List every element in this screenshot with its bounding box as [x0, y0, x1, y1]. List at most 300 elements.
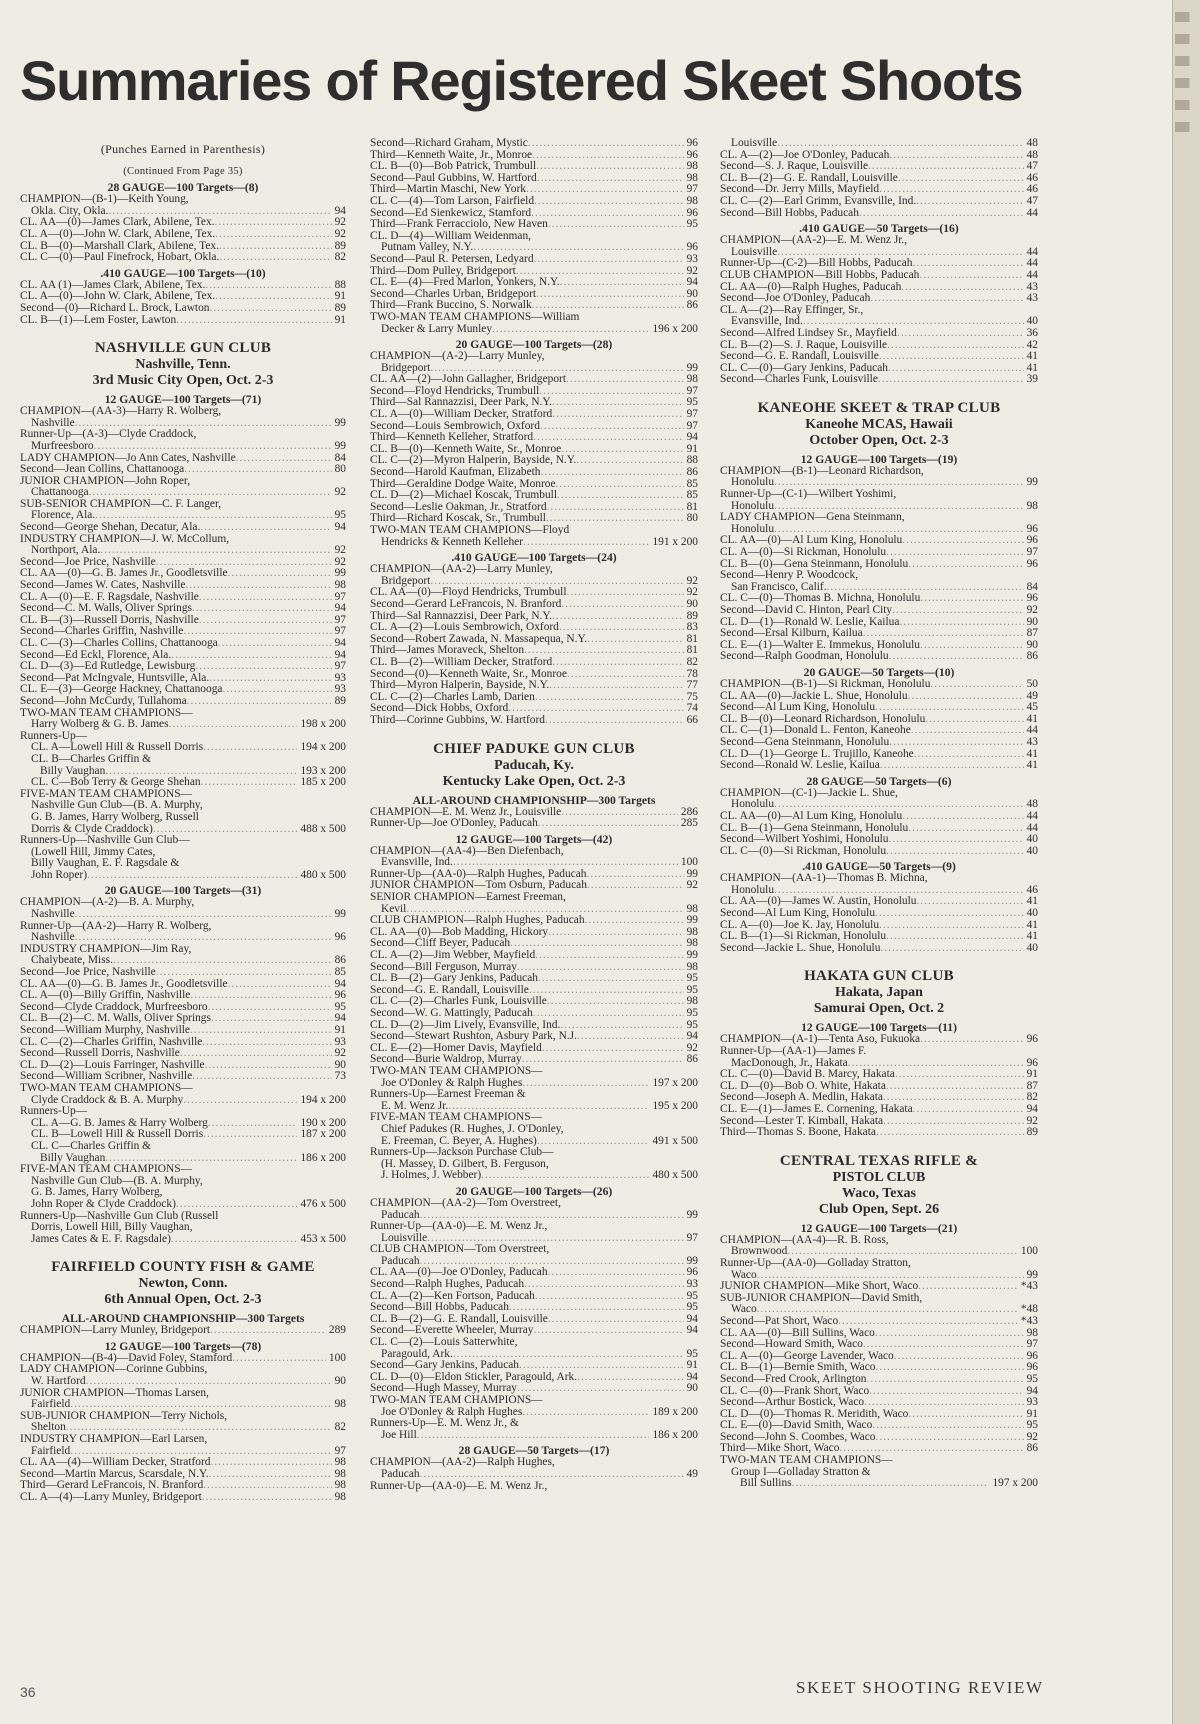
entry-text: CHAMPION—(B-1)—Leonard Richardson,: [720, 464, 924, 477]
entry-text: Third—Gerard LeFrancois, N. Branford: [20, 1479, 204, 1492]
score-value: 92: [686, 264, 698, 277]
club-name: FAIRFIELD COUNTY FISH & GAME: [51, 1259, 315, 1276]
event-name: Samurai Open, Oct. 2: [813, 1001, 945, 1017]
dot-leader: [187, 696, 332, 708]
dot-leader: [528, 138, 684, 150]
score-value: 98: [334, 1398, 346, 1411]
result-line-continued: [20, 777, 346, 789]
entry-text: JUNIOR CHAMPION—Thomas Larsen,: [20, 1386, 209, 1399]
score-value: 92: [686, 1041, 698, 1054]
entry-text: CL. B—(0)—Bob Patrick, Trumbull: [370, 160, 537, 173]
entry-text: Second—Charles Griffin, Nashville: [20, 625, 184, 638]
dot-leader: [895, 1069, 1024, 1081]
entry-text: CL. E—(1)—Walter E. Immekus, Honolulu: [720, 638, 920, 651]
dot-leader: [880, 760, 1024, 772]
score-value: 89: [334, 239, 346, 252]
dot-leader: [199, 592, 332, 604]
score-value: 94: [1026, 1384, 1038, 1397]
dot-leader: [902, 535, 1023, 547]
score-value: 89: [334, 694, 346, 707]
entry-text: Second—Joe O'Donley, Paducah: [720, 292, 871, 305]
score-value: 40: [1026, 833, 1038, 846]
result-line-continued: [20, 754, 346, 766]
entry-text: CHAMPION—(B-4)—David Foley, Stamford: [20, 1351, 233, 1364]
club-name: KANEOHE SKEET & TRAP CLUB: [757, 399, 1001, 416]
dot-leader: [552, 611, 684, 623]
entry-text: Second—Joseph A. Medlin, Hakata: [720, 1091, 883, 1104]
entry-text: CL. A—(0)—George Lavender, Waco: [720, 1349, 894, 1362]
entry-text: CL. C—Charles Griffin &: [31, 1139, 152, 1152]
entry-text: Waco: [731, 1268, 757, 1281]
entry-text: Shelton: [31, 1421, 66, 1434]
result-line: [20, 303, 346, 315]
score-value: 98: [334, 1491, 346, 1503]
dot-leader: [209, 1469, 332, 1481]
entry-text: Second—Ralph Hughes, Paducah: [370, 1278, 525, 1291]
entry-text: CL. D—(1)—Ronald W. Leslie, Kailua: [720, 615, 900, 628]
score-value: 94: [686, 1370, 698, 1383]
entry-text: Runner-Up—(AA-0)—Ralph Hughes, Paducah: [370, 867, 587, 880]
dot-leader: [878, 374, 1024, 386]
score-value: 92: [334, 555, 346, 568]
entry-text: CL. C—(0)—David B. Marcy, Hakata: [720, 1068, 895, 1081]
entry-text: Runners-Up—Jackson Purchase Club—: [370, 1146, 554, 1159]
dot-leader: [510, 938, 684, 950]
score-value: 95: [334, 1000, 346, 1013]
result-line-continued: [20, 909, 346, 921]
score-value: 74: [686, 702, 698, 715]
score-value: 195 x 200: [652, 1099, 698, 1112]
score-value: 97: [686, 183, 698, 196]
dot-leader: [535, 1291, 684, 1303]
result-line-continued: [20, 1199, 346, 1211]
score-value: 94: [1026, 1103, 1038, 1115]
event-name: Club Open, Sept. 26: [818, 1201, 940, 1217]
dot-leader: [886, 931, 1023, 943]
dot-leader: [201, 777, 298, 789]
entry-text: CL. B—Lowell Hill & Russell Dorris: [31, 1128, 204, 1141]
result-line: [370, 1221, 698, 1233]
entry-text: Runners-Up—: [20, 1105, 88, 1118]
entry-text: Brownwood: [731, 1245, 788, 1258]
entry-text: CL. D—(4)—William Weidenman,: [370, 229, 532, 242]
entry-text: CL. E—(3)—George Hackney, Chattanooga: [20, 683, 223, 696]
result-line: [370, 950, 698, 962]
score-value: 94: [686, 1324, 698, 1337]
score-value: 491 x 500: [652, 1134, 698, 1147]
entry-text: CL. AA—(0)—G. B. James Jr., Goodletsville: [20, 977, 228, 990]
entry-text: Second—Burie Waldrop, Murray: [370, 1053, 522, 1066]
score-value: 81: [686, 632, 698, 645]
entry-text: Runner-Up—(A-3)—Clyde Craddock,: [20, 428, 197, 441]
score-value: 453 x 500: [300, 1232, 346, 1245]
score-value: 94: [334, 637, 346, 649]
column-1: [20, 138, 346, 1504]
dot-leader: [169, 719, 298, 731]
score-value: 78: [686, 667, 698, 680]
dot-leader: [228, 979, 332, 991]
score-value: 81: [686, 500, 698, 513]
score-value: *43: [1020, 1280, 1038, 1293]
entry-text: Third—Kenneth Waite, Jr., Monroe: [370, 148, 533, 161]
column-2: [370, 138, 698, 1492]
entry-text: Third—Thomas S. Boone, Hakata: [720, 1126, 876, 1139]
entry-text: Second—Ed Eckl, Florence, Ala.: [20, 648, 172, 661]
score-value: 100: [1020, 1245, 1038, 1258]
entry-text: Chalybeate, Miss.: [31, 954, 113, 967]
entry-text: Northport, Ala.: [31, 544, 101, 557]
score-value: 83: [686, 621, 698, 634]
entry-text: Second—Fred Crook, Arlington: [720, 1372, 867, 1385]
dot-leader: [202, 1492, 332, 1504]
entry-text: CL. A—(2)—Ray Effinger, Sr.,: [720, 303, 864, 316]
entry-text: INDUSTRY CHAMPION—Jim Ray,: [20, 942, 192, 955]
entry-text: Second—Everette Wheeler, Murray: [370, 1324, 534, 1337]
entry-text: Third—Frank Buccino, S. Norwalk: [370, 299, 532, 312]
entry-text: CL. B—(2)—G. E. Randall, Louisville: [370, 1312, 548, 1325]
dot-leader: [94, 441, 332, 453]
score-value: 94: [686, 276, 698, 289]
entry-text: Third—Myron Halperin, Bayside, N.Y.: [370, 679, 550, 692]
entry-text: Second—Joe Price, Nashville: [20, 966, 156, 979]
score-value: 285: [680, 817, 698, 830]
entry-text: CL. AA—(0)—G. B. James Jr., Goodletsville: [20, 567, 228, 580]
dot-leader: [883, 1116, 1023, 1128]
dot-leader: [918, 1281, 1018, 1293]
dot-leader: [192, 1071, 331, 1083]
dot-leader: [561, 807, 678, 819]
dot-leader: [560, 1020, 683, 1032]
score-value: 41: [1026, 895, 1038, 908]
club-location: Paducah, Ky.: [494, 757, 574, 773]
dot-leader: [219, 252, 331, 264]
score-value: 42: [1026, 338, 1038, 351]
score-value: 98: [686, 960, 698, 973]
result-line: [720, 679, 1038, 691]
entry-text: Second—Al Lum King, Honolulu: [720, 701, 876, 714]
entry-text: Billy Vaughan, E. F. Ragsdale &: [31, 857, 180, 870]
score-value: 91: [1026, 1068, 1038, 1081]
result-line-continued: [20, 812, 346, 824]
result-line: [720, 811, 1038, 823]
event-heading: .410 GAUGE—50 Targets—(9): [802, 860, 956, 874]
result-line: [370, 1337, 698, 1349]
result-line: [370, 467, 698, 479]
dot-leader: [222, 684, 331, 696]
entry-text: CL. A—(0)—John W. Clark, Abilene, Tex.: [20, 227, 216, 240]
entry-text: Runners-Up—E. M. Wenz Jr., &: [370, 1417, 519, 1430]
result-line: [370, 1089, 698, 1101]
result-line: [370, 1481, 698, 1493]
score-value: 91: [334, 313, 346, 326]
dot-leader: [920, 1034, 1024, 1046]
dot-leader: [171, 1234, 298, 1246]
entry-text: CHAMPION—(AA-4)—Ben Diefenbach,: [370, 844, 564, 857]
entry-text: Joe Hill: [381, 1428, 417, 1441]
event-heading: .410 GAUGE—50 Targets—(16): [799, 222, 959, 236]
result-line: [20, 1164, 346, 1176]
score-value: 94: [334, 602, 346, 615]
event-heading: 12 GAUGE—100 Targets—(21): [800, 1221, 958, 1235]
result-line-continued: [20, 441, 346, 453]
event-heading: 12 GAUGE—100 Targets—(78): [104, 1339, 262, 1353]
entry-text: CL. B—(2)—C. M. Walls, Oliver Springs: [20, 1012, 211, 1025]
score-value: 98: [686, 902, 698, 915]
dot-leader: [897, 328, 1024, 340]
score-value: 96: [686, 148, 698, 161]
entry-text: Third—Martin Maschi, New York: [370, 183, 526, 196]
event-heading: 28 GAUGE—100 Targets—(8): [107, 181, 259, 195]
score-value: 186 x 200: [300, 1151, 346, 1164]
entry-text: Waco: [731, 1303, 757, 1316]
entry-text: Second—Jackie L. Shue, Honolulu: [720, 941, 881, 954]
result-line-continued: [370, 1124, 698, 1136]
dot-leader: [532, 150, 684, 162]
score-value: 77: [686, 679, 698, 692]
entry-text: CL. B—(1)—Bernie Smith, Waco: [720, 1361, 876, 1374]
publication-footer: SKEET SHOOTING REVIEW: [796, 1678, 1044, 1697]
club-name: CENTRAL TEXAS RIFLE &: [779, 1152, 979, 1169]
score-value: 94: [686, 431, 698, 444]
score-value: 86: [686, 466, 698, 479]
entry-text: Honolulu: [731, 522, 775, 535]
entry-text: CHAMPION—(B-1)—Keith Young,: [20, 193, 189, 206]
score-value: 75: [686, 690, 698, 703]
score-value: 43: [1026, 735, 1038, 748]
score-value: 86: [686, 1053, 698, 1066]
result-line: [720, 328, 1038, 340]
dot-leader: [417, 1430, 650, 1442]
entry-text: FIVE-MAN TEAM CHAMPIONS—: [20, 787, 192, 800]
entry-text: JUNIOR CHAMPION—John Roper,: [20, 474, 191, 487]
result-line: [720, 293, 1038, 305]
entry-text: INDUSTRY CHAMPION—Earl Larsen,: [20, 1433, 208, 1446]
entry-text: Second—G. E. Randall, Louisville: [720, 350, 879, 363]
dot-leader: [538, 973, 684, 985]
entry-text: Second—William Murphy, Nashville: [20, 1024, 190, 1036]
entry-text: Second—Arthur Bostick, Waco: [720, 1396, 865, 1409]
result-line-continued: [20, 870, 346, 882]
entry-text: Putnam Valley, N.Y.: [381, 241, 474, 254]
result-line: [720, 1339, 1038, 1351]
entry-text: CL. A—(0)—Joe K. Jay, Honolulu: [720, 918, 880, 931]
score-value: 99: [686, 1254, 698, 1267]
score-value: 44: [1026, 245, 1038, 258]
entry-text: CL. A—(0)—John W. Clark, Abilene, Tex.: [20, 290, 216, 303]
dot-leader: [867, 1374, 1024, 1386]
result-line: [20, 315, 346, 327]
entry-text: CL. C—(0)—Si Rickman, Honolulu: [720, 844, 887, 857]
result-line: [20, 1325, 346, 1337]
result-line: [370, 277, 698, 289]
dot-leader: [522, 1078, 649, 1090]
entry-text: Second—(0)—Kenneth Waite, Sr., Monroe: [370, 667, 567, 680]
score-value: 92: [686, 586, 698, 599]
score-value: 89: [334, 301, 346, 314]
entry-text: Kevil: [381, 902, 407, 915]
event-heading: 12 GAUGE—100 Targets—(42): [455, 832, 613, 846]
entry-text: Second—Robert Zawada, N. Massapequa, N.Y.: [370, 632, 588, 645]
entry-text: Second—Gerard LeFrancois, N. Branford: [370, 597, 562, 610]
score-value: 44: [1026, 268, 1038, 281]
entry-text: Third—Dom Pulley, Bridgeport: [370, 264, 516, 277]
entry-text: Nashville Gun Club—(B. A. Murphy,: [31, 799, 203, 812]
entry-text: Second—Joe Price, Nashville: [20, 555, 156, 568]
dot-leader: [879, 920, 1024, 932]
entry-text: CL. B—(2)—Gary Jenkins, Paducah: [370, 972, 538, 985]
score-value: 50: [1026, 677, 1038, 690]
dot-leader: [547, 996, 684, 1008]
event-heading: 20 GAUGE—100 Targets—(31): [104, 884, 262, 898]
event-heading: 20 GAUGE—100 Targets—(28): [455, 338, 613, 352]
entry-text: CL. AA—(0)—James W. Austin, Honolulu: [720, 895, 917, 908]
entry-text: SUB-JUNIOR CHAMPION—Terry Nichols,: [20, 1409, 228, 1422]
score-value: 80: [686, 512, 698, 525]
entry-text: CL. D—(0)—Thomas R. Meridith, Waco: [720, 1407, 909, 1420]
score-value: 90: [1026, 638, 1038, 651]
score-value: 86: [1026, 1442, 1038, 1455]
dot-leader: [203, 1480, 331, 1492]
dot-leader: [210, 1457, 331, 1469]
entry-text: Runners-Up—Earnest Freeman &: [370, 1088, 526, 1101]
score-value: 98: [686, 937, 698, 950]
event-heading: ALL-AROUND CHAMPIONSHIP—300 Targets: [61, 1312, 305, 1326]
entry-text: CL. B—(2)—G. E. Randall, Louisville: [720, 171, 898, 184]
score-value: 92: [334, 544, 346, 557]
entry-text: CHAMPION—(C-1)—Jackie L. Shue,: [720, 786, 898, 799]
entry-text: CHAMPION—E. M. Wenz Jr., Louisville: [370, 805, 562, 818]
result-line-continued: [20, 1376, 346, 1388]
result-line: [720, 908, 1038, 920]
entry-text: CL. A—(0)—E. F. Ragsdale, Nashville: [20, 590, 199, 603]
dot-leader: [208, 1002, 332, 1014]
dot-leader: [547, 502, 684, 514]
page-title: Summaries of Registered Skeet Shoots: [20, 49, 1023, 112]
score-value: 41: [1026, 759, 1038, 772]
entry-text: SENIOR CHAMPION—Earnest Freeman,: [370, 891, 566, 904]
score-value: 88: [686, 454, 698, 467]
score-value: 95: [1026, 1419, 1038, 1432]
score-value: 91: [334, 290, 346, 303]
entry-text: CL. C—(2)—Louis Satterwhite,: [370, 1336, 518, 1349]
entry-text: LADY CHAMPION—Jo Ann Cates, Nashville: [20, 451, 236, 464]
result-line: [720, 702, 1038, 714]
entry-text: CL. AA—(0)—James Clark, Abilene, Tex.: [20, 216, 215, 229]
score-value: 40: [1026, 844, 1038, 857]
result-line-continued: [20, 1222, 346, 1234]
entry-text: Paducah: [381, 1254, 420, 1267]
score-value: 94: [334, 977, 346, 990]
entry-text: CL. AA—(0)—Bob Madding, Hickory: [370, 925, 549, 938]
entry-text: Runner-Up—Joe O'Donley, Paducah: [370, 817, 538, 830]
entry-text: CL. C—(3)—Charles Collins, Chattanooga: [20, 637, 218, 649]
dot-leader: [533, 1325, 683, 1337]
score-value: 97: [686, 408, 698, 421]
entry-text: Billy Vaughan: [40, 764, 106, 777]
score-value: 91: [686, 442, 698, 455]
entry-text: (Lowell Hill, Jimmy Cates,: [31, 845, 156, 858]
entry-text: Florence, Ala.: [31, 509, 96, 522]
entry-text: CL. C—(2)—Charles Funk, Louisville: [370, 995, 547, 1008]
dot-leader: [548, 219, 684, 231]
score-value: 98: [686, 995, 698, 1008]
score-value: 92: [1026, 604, 1038, 616]
entry-text: Second—W. G. Mattingly, Paducah: [370, 1007, 533, 1019]
entry-text: CL. D—(2)—Louis Farringer, Nashville: [20, 1058, 205, 1071]
entry-text: John Roper): [31, 868, 87, 881]
dot-leader: [899, 617, 1023, 629]
result-line-continued: [370, 1469, 698, 1481]
dot-leader: [872, 1420, 1023, 1432]
score-value: *48: [1020, 1303, 1038, 1316]
dot-leader: [587, 634, 683, 646]
event-name: October Open, Oct. 2-3: [809, 432, 949, 448]
dot-leader: [548, 1267, 684, 1279]
score-value: 85: [686, 477, 698, 490]
result-line: [20, 967, 346, 979]
dot-leader: [875, 908, 1024, 920]
dot-leader: [537, 173, 684, 185]
score-value: 43: [1026, 280, 1038, 293]
dot-leader: [916, 196, 1023, 208]
result-line: [20, 464, 346, 476]
entry-text: CL. A—(0)—Billy Griffin, Nashville: [20, 989, 191, 1002]
score-value: 95: [686, 1007, 698, 1019]
entry-text: CL. AA—(0)—Bill Sullins, Waco: [720, 1326, 875, 1339]
entry-text: Second—Henry P. Woodcock,: [720, 569, 859, 582]
entry-text: John Roper & Clyde Craddock): [31, 1197, 176, 1210]
entry-text: Nashville Gun Club—(B. A. Murphy,: [31, 1174, 203, 1187]
dot-leader: [171, 650, 331, 662]
dot-leader: [898, 173, 1024, 185]
result-line: [720, 1316, 1038, 1328]
dot-leader: [215, 217, 332, 229]
entry-text: CL. C—(0)—Thomas B. Michna, Honolulu: [720, 592, 921, 605]
entry-text: Runner-Up—(AA-1)—James F.: [720, 1045, 867, 1058]
score-value: 82: [334, 251, 346, 264]
entry-text: CHAMPION—(AA-2)—E. M. Wenz Jr.,: [720, 234, 908, 247]
result-line: [720, 1281, 1038, 1293]
entry-text: G. B. James, Harry Wolberg, Russell: [31, 810, 199, 823]
score-value: 198 x 200: [300, 718, 346, 731]
score-value: 187 x 200: [300, 1128, 346, 1141]
dot-leader: [838, 1316, 1018, 1328]
result-line: [720, 374, 1038, 386]
result-line: [720, 270, 1038, 282]
score-value: 91: [686, 1359, 698, 1372]
score-value: 89: [686, 609, 698, 622]
entry-text: CL. B—(1)—Gena Steinmann, Honolulu: [720, 821, 909, 834]
score-value: 96: [1026, 557, 1038, 570]
score-value: 97: [1026, 546, 1038, 559]
entry-text: Nashville: [31, 908, 75, 921]
dot-leader: [200, 522, 331, 534]
dot-leader: [420, 1469, 684, 1481]
entry-text: CL. E—(0)—David Smith, Waco: [720, 1419, 873, 1432]
entry-text: CL. D—(0)—Eldon Stickler, Paragould, Ark.: [370, 1370, 578, 1383]
dot-leader: [199, 615, 332, 627]
dot-leader: [902, 811, 1023, 823]
entry-text: CL. B—(1)—Si Rickman, Honolulu: [720, 930, 887, 943]
dot-leader: [792, 1478, 990, 1490]
dot-leader: [195, 661, 331, 673]
entry-text: Second—Ed Sienkewicz, Stamford: [370, 206, 532, 219]
result-line: [20, 638, 346, 650]
result-line: [720, 208, 1038, 220]
score-value: 93: [334, 1035, 346, 1048]
event-heading: 28 GAUGE—50 Targets—(6): [806, 774, 952, 788]
score-value: 94: [334, 521, 346, 534]
